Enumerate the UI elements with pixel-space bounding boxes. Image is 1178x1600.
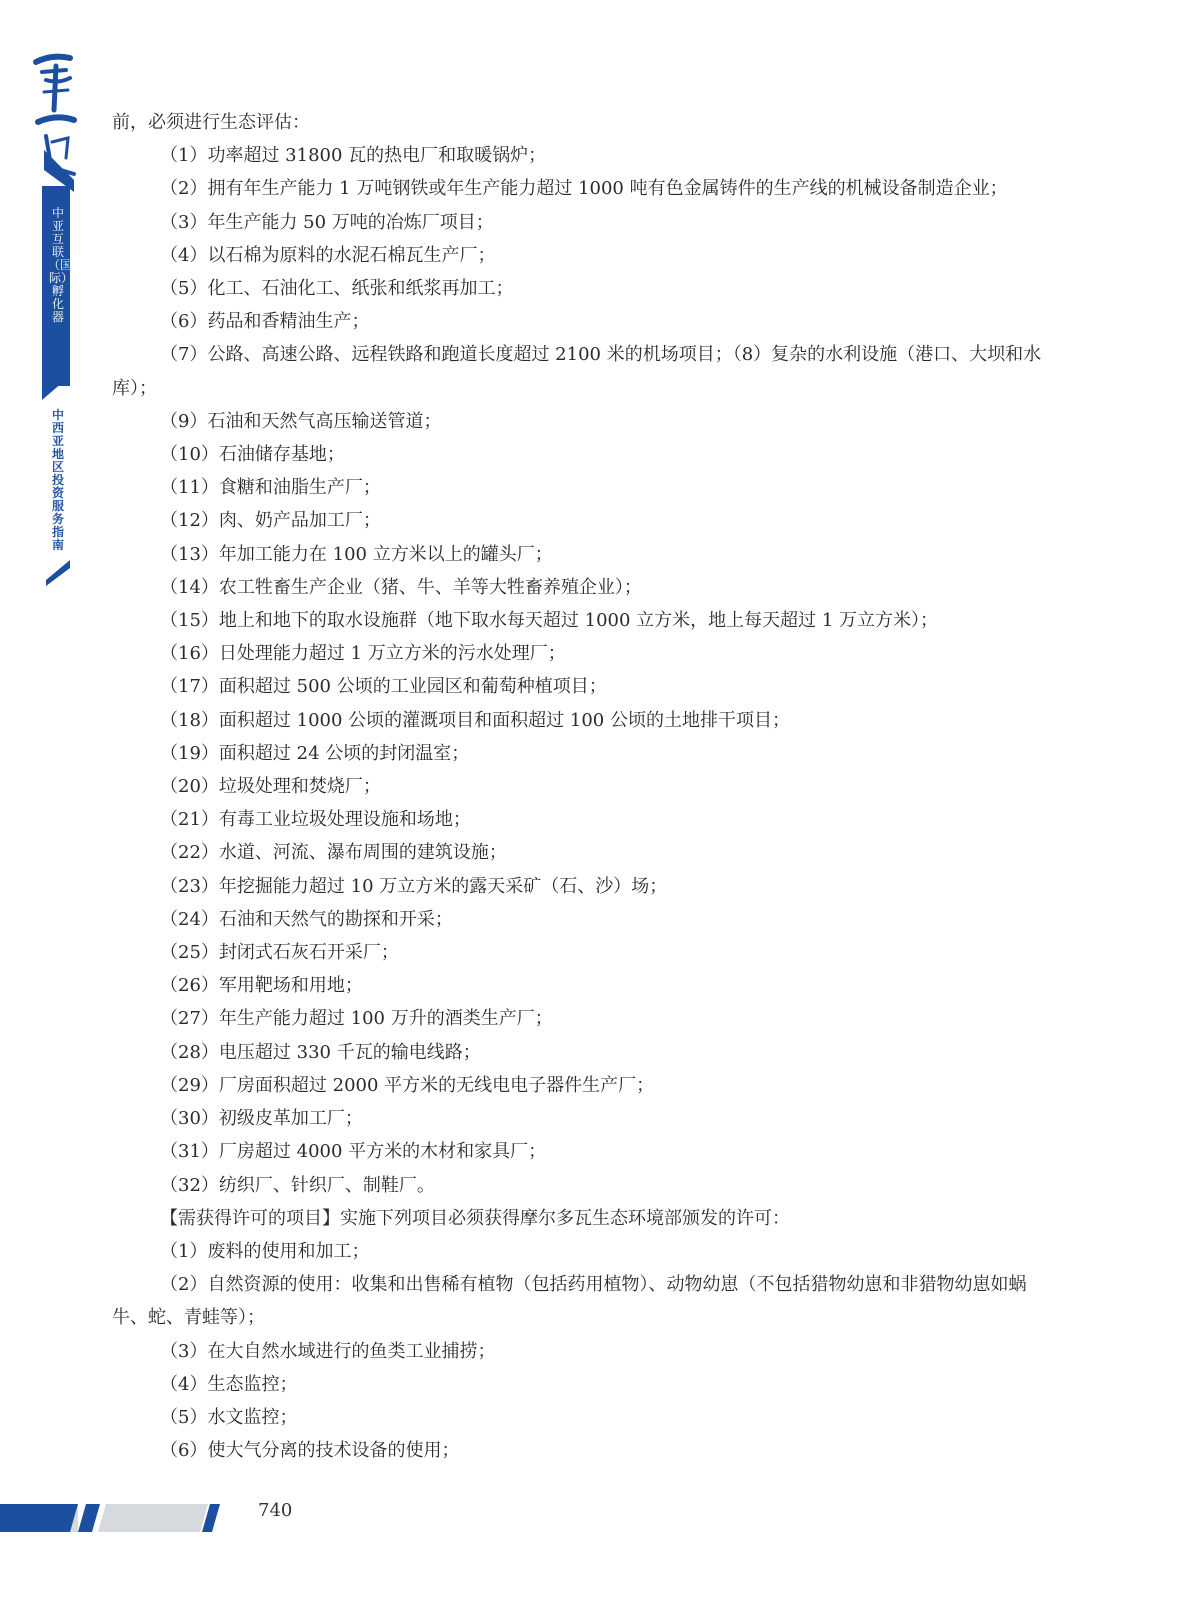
list-item: （1）功率超过 31800 瓦的热电厂和取暖锅炉； xyxy=(160,145,547,167)
sidebar-ribbon xyxy=(0,150,80,590)
list-item: （4）以石棉为原料的水泥石棉瓦生产厂； xyxy=(160,244,496,266)
list-item: （17）面积超过 500 公顷的工业园区和葡萄种植项目； xyxy=(160,676,607,698)
list-item: （31）厂房超过 4000 平方米的木材和家具厂； xyxy=(160,1141,547,1163)
list-item: （20）垃圾处理和焚烧厂； xyxy=(160,776,381,798)
list-item: （27）年生产能力超过 100 万升的酒类生产厂； xyxy=(160,1008,553,1030)
list-item: （25）封闭式石灰石开采厂； xyxy=(160,942,399,964)
list-item: （4）生态监控； xyxy=(160,1373,298,1395)
list-item: （12）肉、奶产品加工厂； xyxy=(160,510,381,532)
list-item: （1）废料的使用和加工； xyxy=(160,1240,370,1262)
list-item: （7）公路、高速公路、远程铁路和跑道长度超过 2100 米的机场项目；（8）复杂的水利设施（港口、大坝和水库）； xyxy=(112,344,1042,399)
footer-stripes xyxy=(0,1500,240,1540)
list-item: （5）水文监控； xyxy=(160,1406,298,1428)
list-item: （15）地上和地下的取水设施群（地下取水每天超过 1000 立方米，地上每天超过 1 万立方米）； xyxy=(160,610,939,632)
list-item: （5）化工、石油化工、纸张和纸浆再加工； xyxy=(160,278,514,300)
list-item: （29）厂房面积超过 2000 平方米的无线电电子器件生产厂； xyxy=(160,1074,655,1096)
list-item: （16）日处理能力超过 1 万立方米的污水处理厂； xyxy=(160,643,566,665)
list-item: （26）军用靶场和用地； xyxy=(160,975,363,997)
list-item: （3）在大自然水域进行的鱼类工业捕捞； xyxy=(160,1340,496,1362)
list-item: （30）初级皮革加工厂； xyxy=(160,1108,363,1130)
list-item: （28）电压超过 330 千瓦的输电线路； xyxy=(160,1041,481,1063)
list-item: （18）面积超过 1000 公顷的灌溉项目和面积超过 100 公顷的土地排干项目； xyxy=(160,709,790,731)
list-item: （9）石油和天然气高压输送管道； xyxy=(160,410,442,432)
list-item: （2）自然资源的使用：收集和出售稀有植物（包括药用植物）、动物幼崽（不包括猎物幼崽和非猎物幼崽如蜗牛、蛇、青蛙等）； xyxy=(112,1274,1027,1329)
page-body xyxy=(112,106,1062,1467)
list-item: （21）有毒工业垃圾处理设施和场地； xyxy=(160,809,471,831)
list-item: （6）使大气分离的技术设备的使用； xyxy=(160,1440,460,1462)
list-item: （3）年生产能力 50 万吨的冶炼厂项目； xyxy=(160,211,494,233)
list-item: （19）面积超过 24 公顷的封闭温室； xyxy=(160,742,470,764)
series-title: 中亚互联（国际）孵化器 xyxy=(48,206,73,324)
list-item: （6）药品和香精油生产； xyxy=(160,311,370,333)
list-item: （32）纺织厂、针织厂、制鞋厂。 xyxy=(160,1174,435,1196)
list-item: （13）年加工能力在 100 立方米以上的罐头厂； xyxy=(160,543,553,565)
list-item: （10）石油储存基地； xyxy=(160,444,345,466)
page-number: 740 xyxy=(258,1500,293,1521)
book-title: 中西亚地区投资服务指南 xyxy=(51,408,64,552)
list-item: （22）水道、河流、瀑布周围的建筑设施； xyxy=(160,842,507,864)
list-item: （14）农工牲畜生产企业（猪、牛、羊等大牲畜养殖企业）； xyxy=(160,576,642,598)
list-item: （24）石油和天然气的勘探和开采； xyxy=(160,908,453,930)
list-item: （2）拥有年生产能力 1 万吨钢铁或年生产能力超过 1000 吨有色金属铸件的生产线的机械设备制造企业； xyxy=(160,178,1008,200)
list-item: （23）年挖掘能力超过 10 万立方米的露天采矿（石、沙）场； xyxy=(160,875,668,897)
intro-line: 前，必须进行生态评估： xyxy=(112,112,310,133)
sidebar xyxy=(0,0,80,1600)
list-item: （11）食糖和油脂生产厂； xyxy=(160,477,381,499)
section-heading: 【需获得许可的项目】实施下列项目必须获得摩尔多瓦生态环境部颁发的许可： xyxy=(160,1207,790,1229)
